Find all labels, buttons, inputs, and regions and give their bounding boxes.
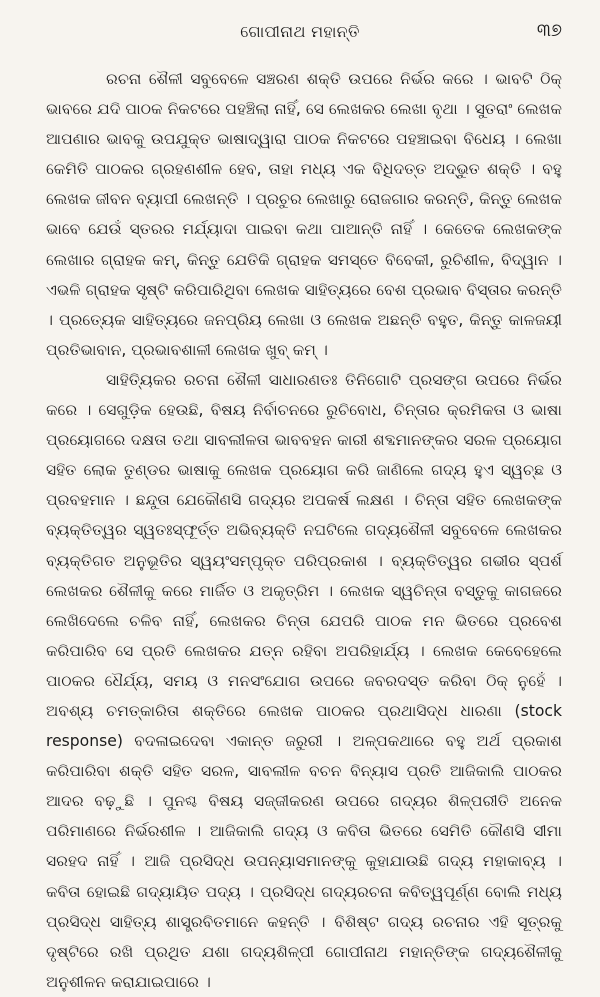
body-text [46,64,562,997]
running-header-title: ଗୋପୀନାଥ ମହାନ୍ତି [240,22,360,41]
paragraph-1: ରଚନା ଶୈଳୀ ସବୁବେଳେ ସଞ୍ଚରଣ ଶକ୍ତି ଉପରେ ନିର୍ଭର କରେ । ଭାବଟି ଠିକ୍ ଭାବରେ ଯଦି ପାଠକ ନିକଟରେ ପହଞ୍ଚିଲା ନାହିଁ, ସେ ଲେଖକର ଲେଖା ବୃଥା । ସୁତରାଂ ଲେଖକ ଆପଣାର ଭାବକୁ ଉପଯୁକ୍ତ ଭାଷାଦ୍ୱାରା ପାଠକ ନିକଟରେ ପହଞ୍ଚାଇବା ବିଧେୟ । ଲେଖା କେମିତି ପାଠକର ଗ୍ରହଣଶୀଳ ହେବ, ତାହା ମଧ୍ୟ ଏକ ବିଧିଦତ୍ତ ଅଦ୍ଭୁତ ଶକ୍ତି । ବହୁ ଲେଖକ ଜୀବନ ବ୍ୟାପୀ ଲେଖନ୍ତି । ପ୍ରଚୁର ଲେଖାରୁ ରୋଜଗାର କରନ୍ତି, କିନ୍ତୁ ଲେଖକ ଭାବେ ଯେଉଁ ସ୍ତରର ମର୍ଯ୍ୟାଦା ପାଇବା କଥା ପାଆନ୍ତି ନାହିଁ । କେତେକ ଲେଖକଙ୍କ ଲେଖାର ଗ୍ରାହକ କମ୍, କିନ୍ତୁ ଯେତିକି ଗ୍ରାହକ ସମସ୍ତେ ବିବେକୀ, ରୁଚିଶୀଳ, ବିଦ୍ୱାନ । ଏଭଳି ଗ୍ରାହକ ସୃଷ୍ଟି କରିପାରିଥିବା ଲେଖକ ସାହିତ୍ୟରେ ବେଶ ପ୍ରଭାବ ବିସ୍ତାର କରନ୍ତି । ପ୍ରତ୍ୟେକ ସାହିତ୍ୟରେ ଜନପ୍ରିୟ ଲେଖା ଓ ଲେଖକ ଅଛନ୍ତି ବହୁତ, କିନ୍ତୁ କାଳଜୟୀ ପ୍ରତିଭାବାନ, ପ୍ରଭାବଶାଳୀ ଲେଖକ ଖୁବ୍ କମ୍ । [46,70,562,359]
page-number: ୩୭ [536,20,562,41]
paragraph-2: ସାହିତ୍ୟିକର ରଚନା ଶୈଳୀ ସାଧାରଣତଃ ତିନିଗୋଟି ପ୍ରସଙ୍ଗ ଉପରେ ନିର୍ଭର କରେ । ସେଗୁଡ଼ିକ ହେଉଛି, ବିଷୟ ନିର୍ବାଚନରେ ରୁଚିବୋଧ, ଚିନ୍ତାର କ୍ରମିକତା ଓ ଭାଷା ପ୍ରୟୋଗରେ ଦକ୍ଷତା ତଥା ସାବଲୀଳତା ଭାବବହନ କାରୀ ଶବ୍ଦମାନଙ୍କର ସରଳ ପ୍ରୟୋଗ ସହିତ ଲୋକ ତୁଣ୍ଡର ଭାଷାକୁ ଲେଖକ ପ୍ରୟୋଗ କରି ଜାଣିଲେ ଗଦ୍ୟ ହୁଏ ସ୍ୱଚ୍ଛ ଓ ପ୍ରବହମାନ । ଛନ୍ଦୁତା ଯେକୌଣସି ଗଦ୍ୟର ଅପକର୍ଷ ଲକ୍ଷଣ । ଚିନ୍ତା ସହିତ ଲେଖକଙ୍କ ବ୍ୟକ୍ତିତ୍ୱର ସ୍ୱତଃସ୍ଫୂର୍ତ୍ତ ଅଭିବ୍ୟକ୍ତି ନଘଟିଲେ ଗଦ୍ୟଶୈଳୀ ସବୁବେଳେ ଲେଖକର ବ୍ୟକ୍ତିଗତ ଅନୁଭୂତିର ସ୍ୱୟଂସମ୍ପୃକ୍ତ ପରିପ୍ରକାଶ । ବ୍ୟକ୍ତିତ୍ୱର ଗଭୀର ସ୍ପର୍ଶ ଲେଖକର ଶୈଳୀକୁ କରେ ମାର୍ଜିତ ଓ ଅକୃତ୍ରିମ । ଲେଖକ ସ୍ୱଚିନ୍ତା ବସ୍ତୁକୁ କାଗଜରେ ଲେଖିଦେଲେ ଚଳିବ ନାହିଁ, ଲେଖକର ଚିନ୍ତା ଯେପରି ପାଠକ ମନ ଭିତରେ ପ୍ରବେଶ କରିପାରିବ ସେ ପ୍ରତି ଲେଖକର ଯତ୍ନ ରହିବା ଅପରିହାର୍ଯ୍ୟ । ଲେଖକ କେବେହେଲେ ପାଠକର ଧୈର୍ଯ୍ୟ, ସମୟ ଓ ମନସଂଯୋଗ ଉପରେ ଜବରଦସ୍ତ କରିବା ଠିକ୍ ନୁହେଁ । ଅବଶ୍ୟ ଚମତ୍କାରିତା ଶକ୍ତିରେ ଲେଖକ ପାଠକର ପ୍ରଥାସିଦ୍ଧ ଧାରଣା (stock response) ବଦଳାଇଦେବା ଏକାନ୍ତ ଜରୁରୀ । ଅଳ୍ପକଥାରେ ବହୁ ଅର୍ଥ ପ୍ରକାଶ କରିପାରିବା ଶକ୍ତି ସହିତ ସରଳ, ସାବଲୀଳ ବଚନ ବିନ୍ୟାସ ପ୍ରତି ଆଜିକାଲି ପାଠକର ଆଦର ବଢ଼ୁଛି । ପୁନଶ୍ଚ ବିଷୟ ସଜ୍ଜୀକରଣ ଉପରେ ଗଦ୍ୟର ଶିଳ୍ପରୀତି ଅନେକ ପରିମାଣରେ ନିର୍ଭରଶୀଳ । ଆଜିକାଲି ଗଦ୍ୟ ଓ କବିତା ଭିତରେ ସେମିତି କୌଣସି ସୀମା ସରହଦ ନାହିଁ । ଆଜି ପ୍ରସିଦ୍ଧ ଉପନ୍ୟାସମାନଙ୍କୁ କୁହାଯାଉଛି ଗଦ୍ୟ ମହାକାବ୍ୟ । କବିତା ହୋଇଛି ଗଦ୍ୟାୟିତ ପଦ୍ୟ । ପ୍ରସିଦ୍ଧ ଗଦ୍ୟରଚନା କବିତ୍ୱପୂର୍ଣ୍ଣ ବୋଲି ମଧ୍ୟ ପ୍ରସିଦ୍ଧ ସାହିତ୍ୟ ଶାସ୍ତ୍ରବିତମାନେ କହନ୍ତି । ବିଶିଷ୍ଟ ଗଦ୍ୟ ରଚନାର ଏହି ସୂତ୍ରକୁ ଦୃଷ୍ଟିରେ ରଖି ପ୍ରଥିତ ଯଶା ଗଦ୍ୟଶିଳ୍ପୀ ଗୋପୀନାଥ ମହାନ୍ତିଙ୍କ ଗଦ୍ୟଶୈଳୀକୁ ଅନୁଶୀଳନ କରାଯାଇପାରେ । [46,370,562,991]
